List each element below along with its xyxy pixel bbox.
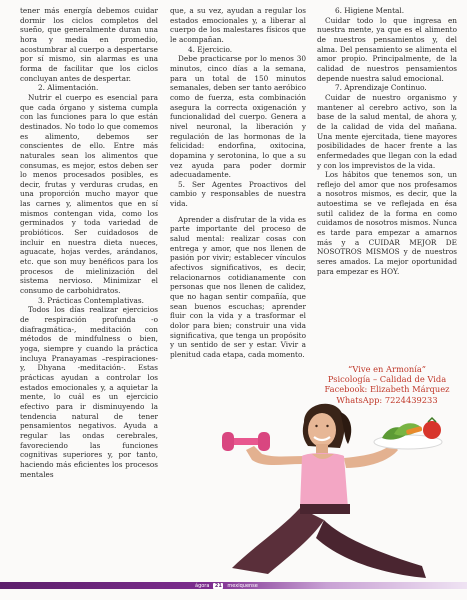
section-heading-higiene: 6. Higiene Mental.: [335, 6, 405, 15]
paragraph: Los hábitos que tenemos son, un reflejo del amor que nos profesamos a nosotros mismos, es decir, que la autoestima se ve reflejada en ésa sutil calidez de la forma en como cuidamos de nosotros mismos. Nunca es tarde para empezar a amarnos más y a CUIDAR MEJOR DE NOSOTROS MISMOS y de nuestros seres amados. La mejor oportunidad para empezar es HOY.: [317, 170, 457, 276]
section-heading-aprendizaje: 7. Aprendizaje Continuo.: [335, 83, 427, 93]
page-number: 21: [214, 583, 222, 589]
dumbbell-icon: [222, 432, 234, 451]
contact-slogan: “Vive en Armonía”: [347, 364, 427, 374]
paragraph: Aprender a disfrutar de la vida es parte importante del proceso de salud mental: realizar cosas con entrega y amor, que nos llenen de pasión por vivir; establecer vínculos afectivos significativos, es decir, relacionarnos cotidianamente con personas que nos llenen de calidez, que no hagan sentir compañía, que sean buenos escuchas; aprender fluir con la vida y a trasformar el dolor para bien; construir una vida significativa, que tenga un propósito y un sentido de ser y estar. Vivir a plenitud cada etapa, cada momento.: [170, 214, 306, 359]
magazine-name-left: ágora: [195, 583, 210, 589]
text-column-2: [170, 6, 306, 360]
contact-service: Psicología – Calidad de Vida: [327, 374, 447, 385]
tomato-icon: [423, 421, 441, 439]
contact-facebook: Facebook: Elizabeth Márquez: [324, 384, 450, 395]
paragraph: Nutrir el cuerpo es esencial para que cada órgano y sistema cumpla con las funciones para lo que están destinados. No todo lo que comemos es alimento, debemos ser conscientes de ello. Entre más naturales sean los alimentos que consumas, es mejor, estos deben ser lo menos procesados posibles, es decir, frutas y verduras crudas, en una proporción mucho mayor que las carnes y, alimentos que en sí mismos contengan vida, como los germinados y toda variedad de probióticos. Ser cuidadosos de incluir en nuestra dieta nueces, aguacate, hojas verdes, arándanos, etc. que son muy benéficos para los procesos de mielinización del sistema nervioso. Minimizar el consumo de carbohidratos.: [20, 92, 158, 296]
paragraph: Todos los días realizar ejercicios de respiración profunda -o diafragmática-, meditación con métodos de mindfulness o bien, yoga, siempre y cuando la práctica incluya Pranayamas –respiraciones- y, Dhyana -meditación-. Estas prácticas ayudan a controlar los estados emocionales y, a aquietar la mente, lo cuál es un ejercicio efectivo para ir disminuyendo la tendencia natural de tener pensamientos negativos. Ayuda a regular las ondas cerebrales, favoreciendo las funciones cognitivas superiores y, por tanto, haciendo más eficientes los procesos mentales: [20, 305, 158, 479]
text-column-3: [317, 6, 457, 276]
paragraph: Debe practicarse por lo menos 30 minutos, cinco días a la semana, para un total de 150 minutos semanales, deben ser tanto aeróbico como de fuerza, esta combinación asegura la correcta oxigenación y funcionalidad del cuerpo. Genera a nivel neuronal, la liberación y regulación de las hormonas de la felicidad: endorfina, oxitocina, dopamina y serotonina, lo que a su vez ayuda para poder dormir adecuadamente.: [170, 54, 306, 180]
footer-folio: [195, 583, 258, 589]
text-column-1: [20, 6, 158, 479]
paragraph: Cuidar de nuestro organismo y mantener al cerebro activo, son la base de la salud mental, de ahora y, de la calidad de vida del mañana. Una mente ejercitada, tiene mayores posibilidades de hacer frente a las enfermedades que llegan con la edad y con los imprevistos de la vida.: [317, 92, 457, 170]
magazine-name-right: mexiquense: [227, 583, 258, 589]
section-heading-agentes: 5. Ser Agentes Proactivos del cambio y responsables de nuestra vida.: [170, 179, 306, 209]
paragraph: que, a su vez, ayudan a regular los estados emocionales y, a liberar al cuerpo de los malestares físicos que le acompañan.: [170, 6, 306, 44]
paragraph: Cuidar todo lo que ingresa en nuestra mente, ya que es el alimento de nuestros pensamientos y, del alma. Del pensamiento se alimenta el amor propio. Principalmente, de la calidad de nuestros pensamientos depende nuestra salud emocional.: [317, 15, 457, 83]
section-heading-practicas: 3. Prácticas Contemplativas.: [38, 295, 144, 305]
section-heading-ejercicio: 4. Ejercicio.: [188, 44, 233, 54]
fitness-woman-illustration: [212, 398, 462, 583]
contact-whatsapp: WhatsApp: 7224439233: [336, 394, 438, 405]
section-heading-alimentacion: 2. Alimentación.: [38, 83, 99, 93]
paragraph: tener más energía debemos cuidar dormir los ciclos completos del sueño, que generalmente duran una hora y media en promedio, acostumbrar al cuerpo a despertarse por sí mismo, sin alarmas es una forma de facilitar que los ciclos concluyan antes de despertar.: [20, 6, 158, 83]
